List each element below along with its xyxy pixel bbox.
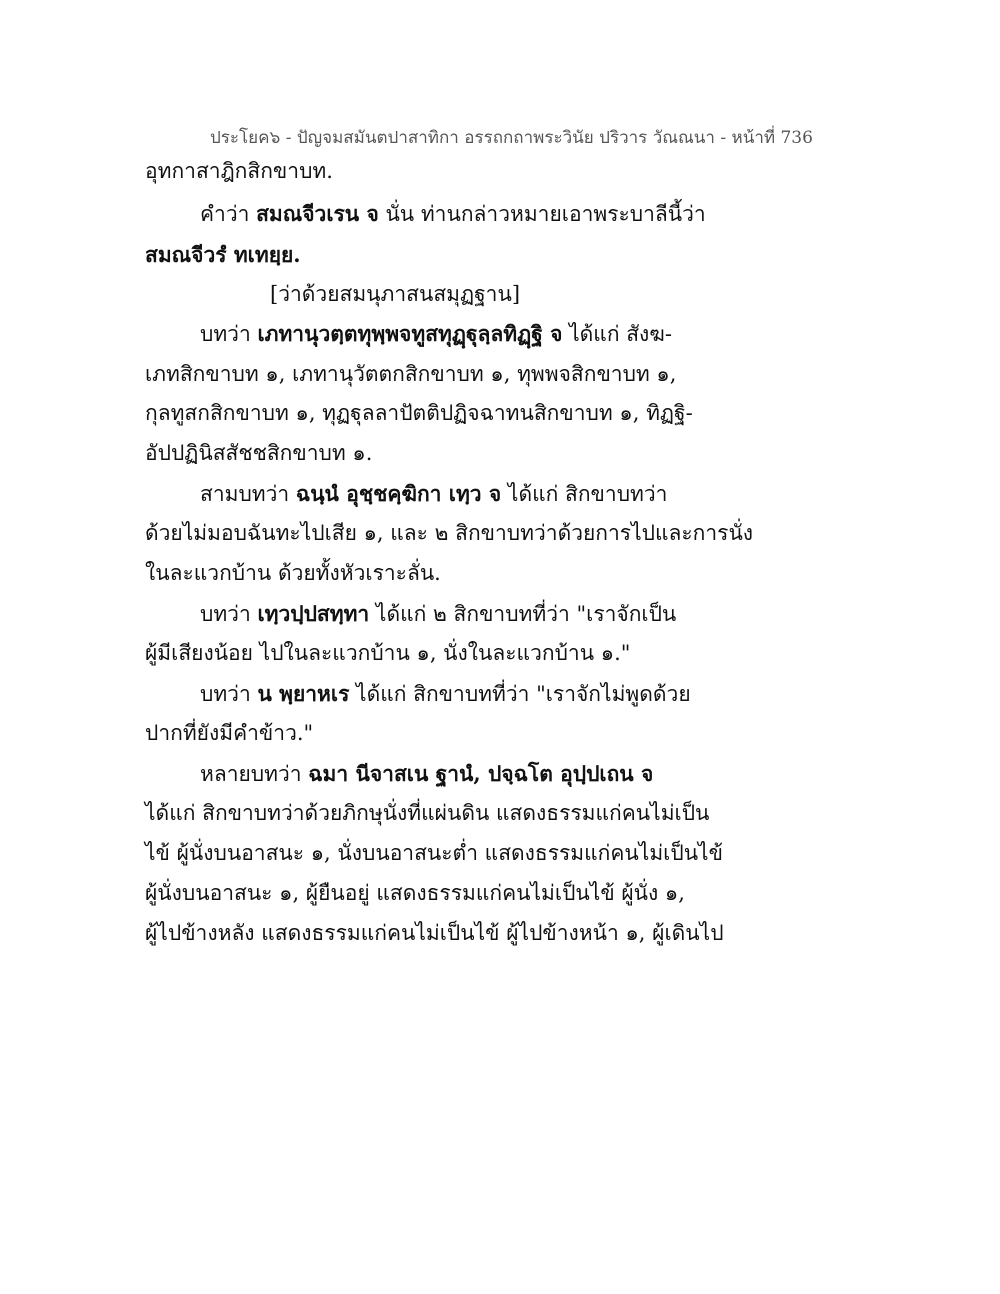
text-line: ปากที่ยังมีคำข้าว." — [145, 721, 314, 745]
text-span: บทว่า — [200, 682, 258, 706]
text-line — [200, 603, 676, 625]
text-line — [200, 203, 706, 225]
text-span: นั่น ท่านกล่าวหมายเอาพระบาลีนี้ว่า — [378, 202, 706, 226]
text-span: สามบทว่า — [200, 482, 296, 506]
text-line — [200, 483, 667, 505]
pali-term: ฉนฺนํ อุชฺชคฺฆิกา เทฺว จ — [295, 481, 502, 506]
text-line — [200, 683, 691, 705]
text-span: บทว่า — [200, 322, 258, 346]
pali-term: ฉมา นีจาสเน ฐานํ, ปจฺฉโต อุปฺปเถน จ — [308, 761, 654, 786]
running-header: ประโยค๖ - ปัญจมสมันตปาสาทิกา อรรถกถาพระวินัย ปริวาร วัณณนา - หน้าที่ 736 — [210, 128, 813, 148]
pali-term: เภทานุวตฺตทุพฺพจทูสทุฏฺฐุลฺลทิฏฺฐิ จ — [257, 321, 563, 346]
text-line: ผู้นั่งบนอาสนะ ๑, ผู้ยืนอยู่ แสดงธรรมแก่คนไม่เป็นไข้ ผู้นั่ง ๑, — [145, 881, 685, 905]
text-line: อุทกาสาฎิกสิกขาบท. — [145, 159, 333, 183]
text-line — [200, 763, 653, 785]
text-span: หลายบทว่า — [200, 762, 309, 786]
pali-quote: สมณจีวรํ ทเทยฺย. — [145, 242, 301, 267]
pali-term: น พฺยาหเร — [257, 681, 350, 706]
text-line: ด้วยไม่มอบฉันทะไปเสีย ๑, และ ๒ สิกขาบทว่าด้วยการไปและการนั่ง — [145, 521, 754, 545]
text-line: ได้แก่ สิกขาบทว่าด้วยภิกษุนั่งที่แผ่นดิน แสดงธรรมแก่คนไม่เป็น — [145, 801, 710, 825]
text-line: อัปปฏินิสสัชชสิกขาบท ๑. — [145, 441, 373, 465]
text-span: ได้แก่ สิกขาบทว่า — [501, 482, 668, 506]
text-line — [200, 323, 672, 345]
text-span: ได้แก่ ๒ สิกขาบทที่ว่า "เราจักเป็น — [369, 602, 677, 626]
text-span: บทว่า — [200, 602, 258, 626]
text-line: ไข้ ผู้นั่งบนอาสนะ ๑, นั่งบนอาสนะต่ำ แสดงธรรมแก่คนไม่เป็นไข้ — [145, 841, 723, 865]
text-line: เภทสิกขาบท ๑, เภทานุวัตตกสิกขาบท ๑, ทุพพจสิกขาบท ๑, — [145, 362, 677, 386]
text-line: ผู้มีเสียงน้อย ไปในละแวกบ้าน ๑, นั่งในละแวกบ้าน ๑." — [145, 641, 631, 665]
section-heading: [ว่าด้วยสมนุภาสนสมุฏฐาน] — [270, 282, 521, 306]
text-line: ในละแวกบ้าน ด้วยทั้งหัวเราะลั่น. — [145, 561, 441, 585]
text-span: ได้แก่ สิกขาบทที่ว่า "เราจักไม่พูดด้วย — [349, 682, 691, 706]
text-line: กุลทูสกสิกขาบท ๑, ทุฏฐุลลาปัตติปฏิจฉาทนสิกขาบท ๑, ทิฏฐิ- — [145, 401, 693, 425]
pali-term: สมณจีวเรน จ — [256, 201, 379, 226]
text-span: ได้แก่ สังฆ- — [562, 322, 672, 346]
pali-term: เทฺวปฺปสทฺทา — [257, 601, 370, 626]
text-line: ผู้ไปข้างหลัง แสดงธรรมแก่คนไม่เป็นไข้ ผู้ไปข้างหน้า ๑, ผู้เดินไป — [145, 921, 724, 945]
text-span: คำว่า — [200, 202, 257, 226]
